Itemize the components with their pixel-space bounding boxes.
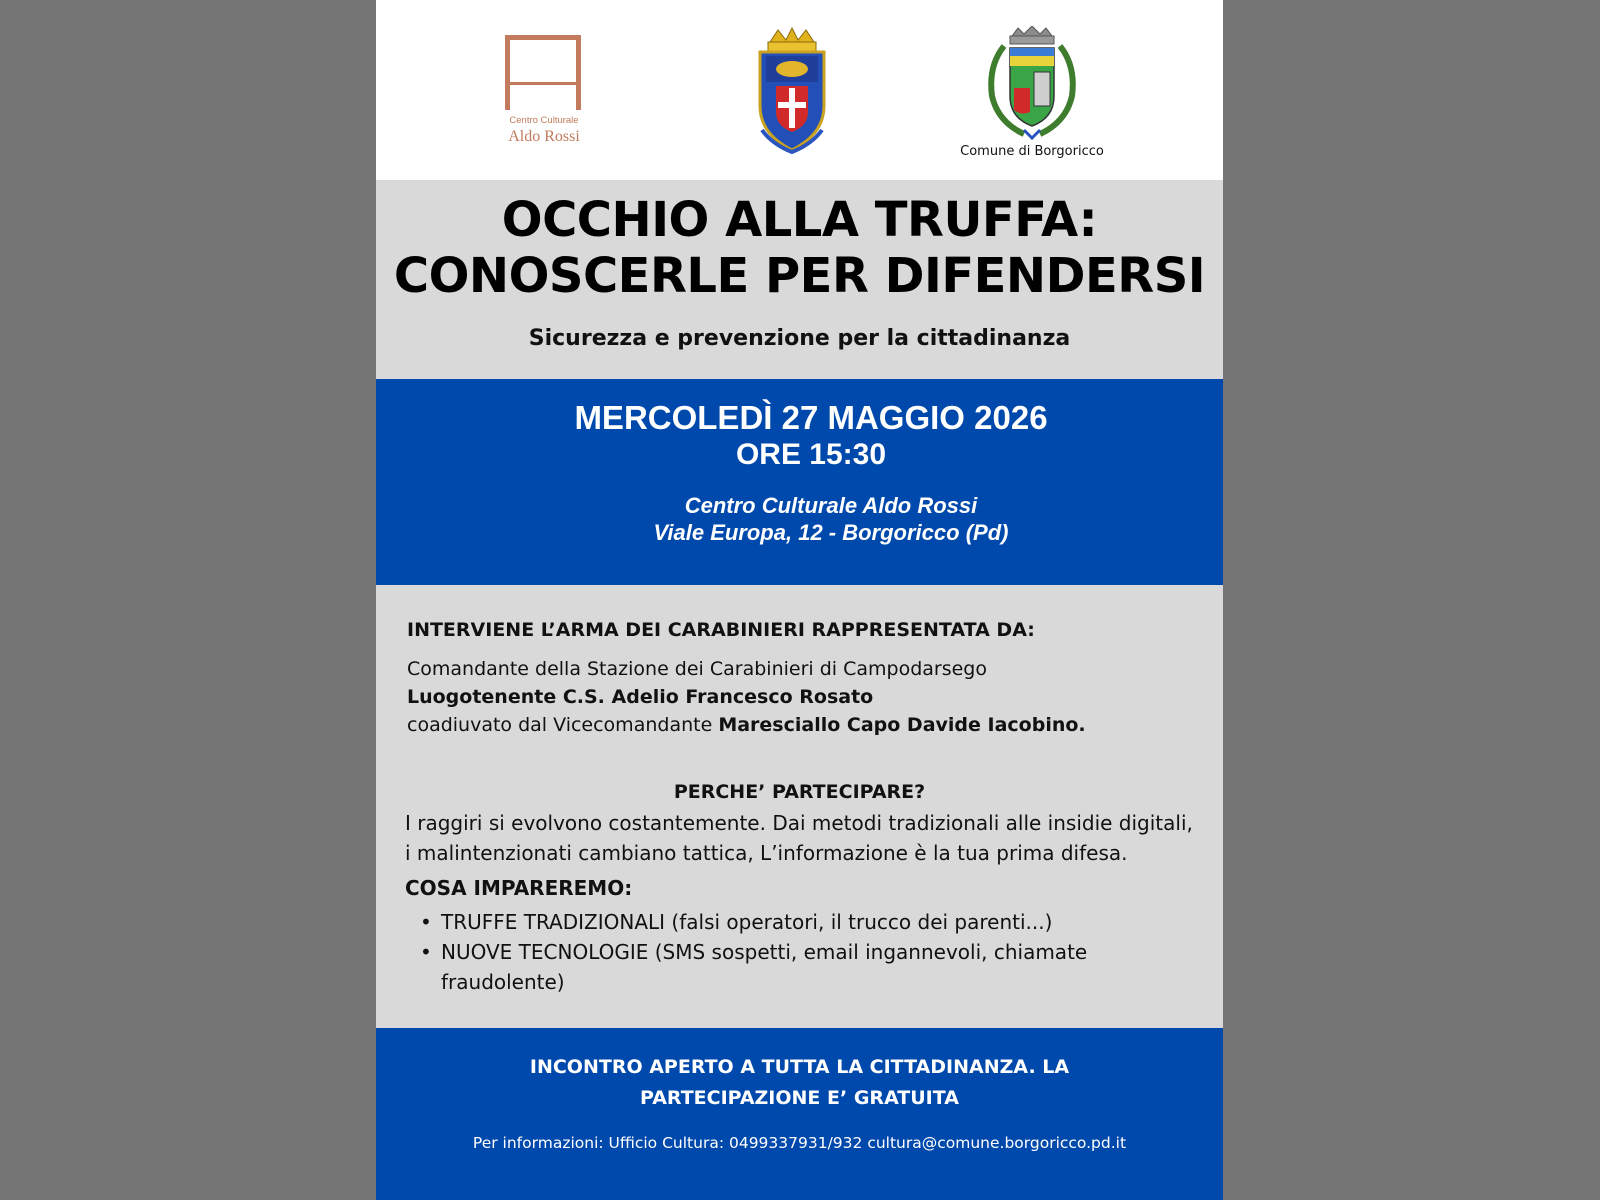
event-title-line2: CONOSCERLE PER DIFENDERSI: [393, 248, 1206, 304]
learn-item-technology-line1: NUOVE TECNOLOGIE (SMS sospetti, email ingannevoli, chiamate: [441, 940, 1088, 964]
open-event-line2: PARTECIPAZIONE E’ GRATUITA: [640, 1087, 959, 1109]
why-text-line1: I raggiri si evolvono costantemente. Dai metodi tradizionali alle insidie digitali,: [405, 811, 1193, 835]
learn-heading: COSA IMPAREREMO:: [405, 876, 633, 900]
speaker-name: Luogotenente C.S. Adelio Francesco Rosato: [407, 686, 874, 708]
event-address: Viale Europa, 12 - Borgoricco (Pd): [653, 520, 1009, 545]
open-event-line1: INCONTRO APERTO A TUTTA LA CITTADINANZA. LA: [529, 1056, 1070, 1078]
vice-speaker-prefix: coadiuvato dal Vicecomandante: [407, 714, 713, 736]
bullet-icon: •: [420, 910, 432, 934]
learn-item-traditional: TRUFFE TRADIZIONALI (falsi operatori, il trucco dei parenti...): [441, 910, 1053, 934]
why-heading: PERCHE’ PARTECIPARE?: [673, 781, 926, 803]
aldo-rossi-mark-icon: [494, 30, 594, 115]
event-poster: [376, 0, 1223, 1200]
aldo-rossi-caption-line1: Centro Culturale: [509, 115, 579, 126]
speakers-heading: INTERVIENE L’ARMA DEI CARABINIERI RAPPRESENTATA DA:: [407, 619, 1035, 641]
title-section: [376, 180, 1223, 379]
vice-speaker-name: Maresciallo Capo Davide Iacobino.: [718, 714, 1086, 736]
speaker-role: Comandante della Stazione dei Carabinieri di Campodarsego: [407, 658, 987, 680]
event-title-line1: OCCHIO ALLA TRUFFA:: [501, 192, 1098, 248]
logo-header: [376, 0, 1223, 180]
aldo-rossi-caption-line2: Aldo Rossi: [508, 128, 580, 145]
borgoricco-logo: [952, 26, 1112, 166]
carabinieri-coat-of-arms-icon: [752, 26, 832, 158]
date-venue-section: [376, 379, 1223, 585]
footer-section: [376, 1028, 1223, 1200]
event-subtitle: Sicurezza e prevenzione per la cittadinanza: [528, 326, 1071, 351]
vice-speaker-line: [407, 714, 1086, 736]
contact-info: Per informazioni: Ufficio Cultura: 0499337931/932 cultura@comune.borgoricco.pd.it: [472, 1134, 1127, 1152]
why-text-line2: i malintenzionati cambiano tattica, L’informazione è la tua prima difesa.: [405, 841, 1128, 865]
carabinieri-logo: [752, 26, 832, 158]
event-time: ORE 15:30: [735, 438, 887, 471]
event-date: MERCOLEDÌ 27 MAGGIO 2026: [574, 399, 1048, 436]
aldo-rossi-logo: [494, 30, 594, 155]
borgoricco-caption: Comune di Borgoricco: [960, 144, 1104, 159]
event-venue: Centro Culturale Aldo Rossi: [684, 493, 978, 518]
details-section: [376, 585, 1223, 1028]
borgoricco-coat-of-arms-icon: [952, 26, 1112, 144]
learn-item-technology-line2: fraudolente): [441, 970, 565, 994]
bullet-icon: •: [420, 940, 432, 964]
